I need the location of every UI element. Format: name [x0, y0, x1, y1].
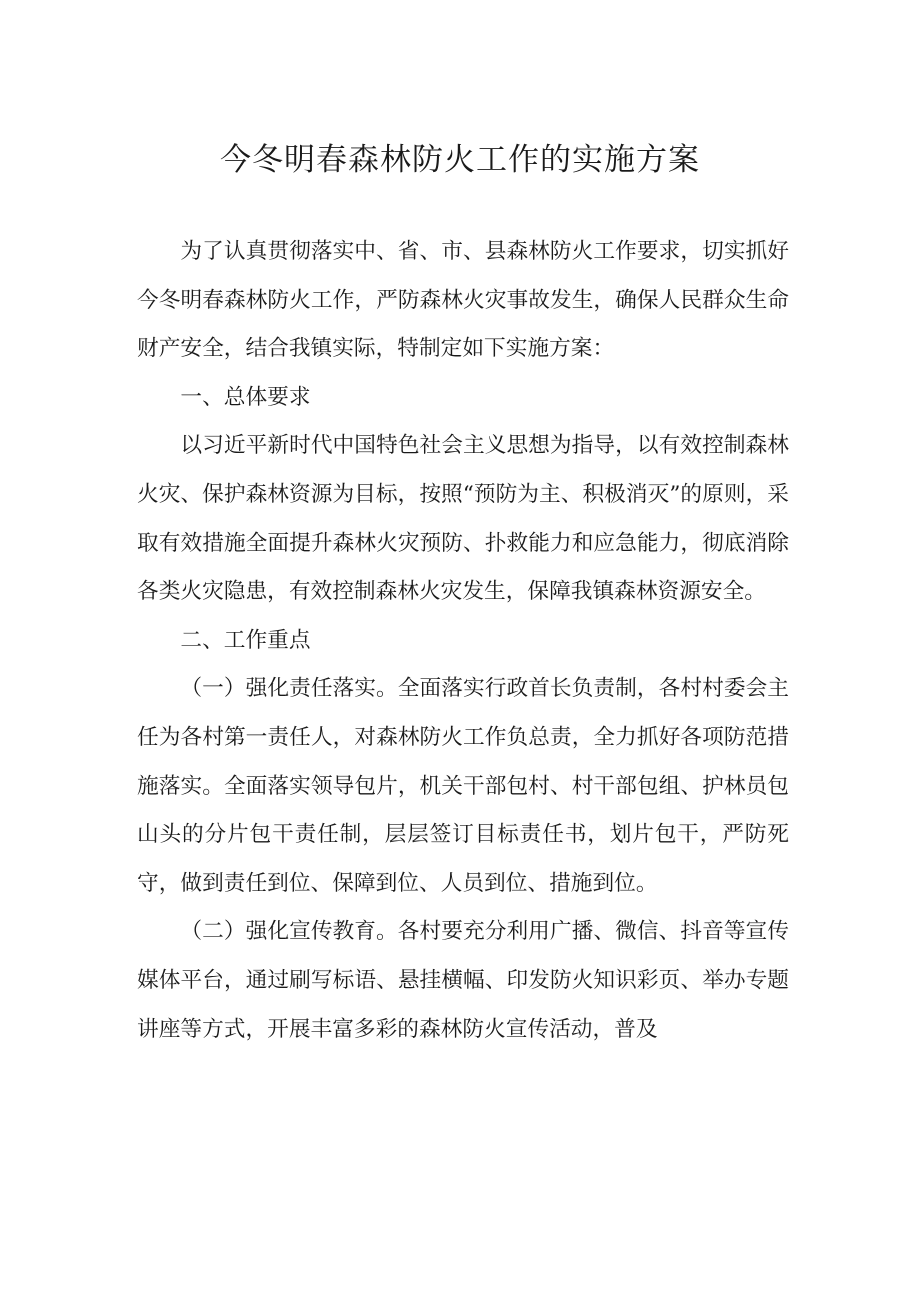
section-heading-work-focus: 二、工作重点 — [180, 627, 311, 653]
section-heading-general-requirements: 一、总体要求 — [180, 384, 311, 410]
work-focus-item-1: （一）强化责任落实。全面落实行政首长负责制，各村村委会主任为各村第一责任人，对森林防火工作负总责，全力抓好各项防范措施落实。全面落实领导包片，机关干部包村、村干部包组、护林员包山头的分片包干责任制，层层签订目标责任书，划片包干，严防死守，做到责任到位、保障到位、人员到位、措施到位。 — [137, 676, 789, 896]
page-title: 今冬明春森林防火工作的实施方案 — [220, 142, 700, 178]
document-body — [137, 228, 789, 1054]
intro-paragraph: 为了认真贯彻落实中、省、市、县森林防火工作要求，切实抓好今冬明春森林防火工作，严防森林火灾事故发生，确保人民群众生命财产安全，结合我镇实际，特制定如下实施方案： — [137, 239, 789, 362]
general-requirements-paragraph: 以习近平新时代中国特色社会主义思想为指导，以有效控制森林火灾、保护森林资源为目标，按照“预防为主、积极消灭”的原则，采取有效措施全面提升森林火灾预防、扑救能力和应急能力，彻底消除各类火灾隐患，有效控制森林火灾发生，保障我镇森林资源安全。 — [137, 433, 789, 605]
work-focus-item-2: （二）强化宣传教育。各村要充分利用广播、微信、抖音等宣传媒体平台，通过刷写标语、悬挂横幅、印发防火知识彩页、举办专题讲座等方式，开展丰富多彩的森林防火宣传活动，普及 — [137, 919, 789, 1042]
